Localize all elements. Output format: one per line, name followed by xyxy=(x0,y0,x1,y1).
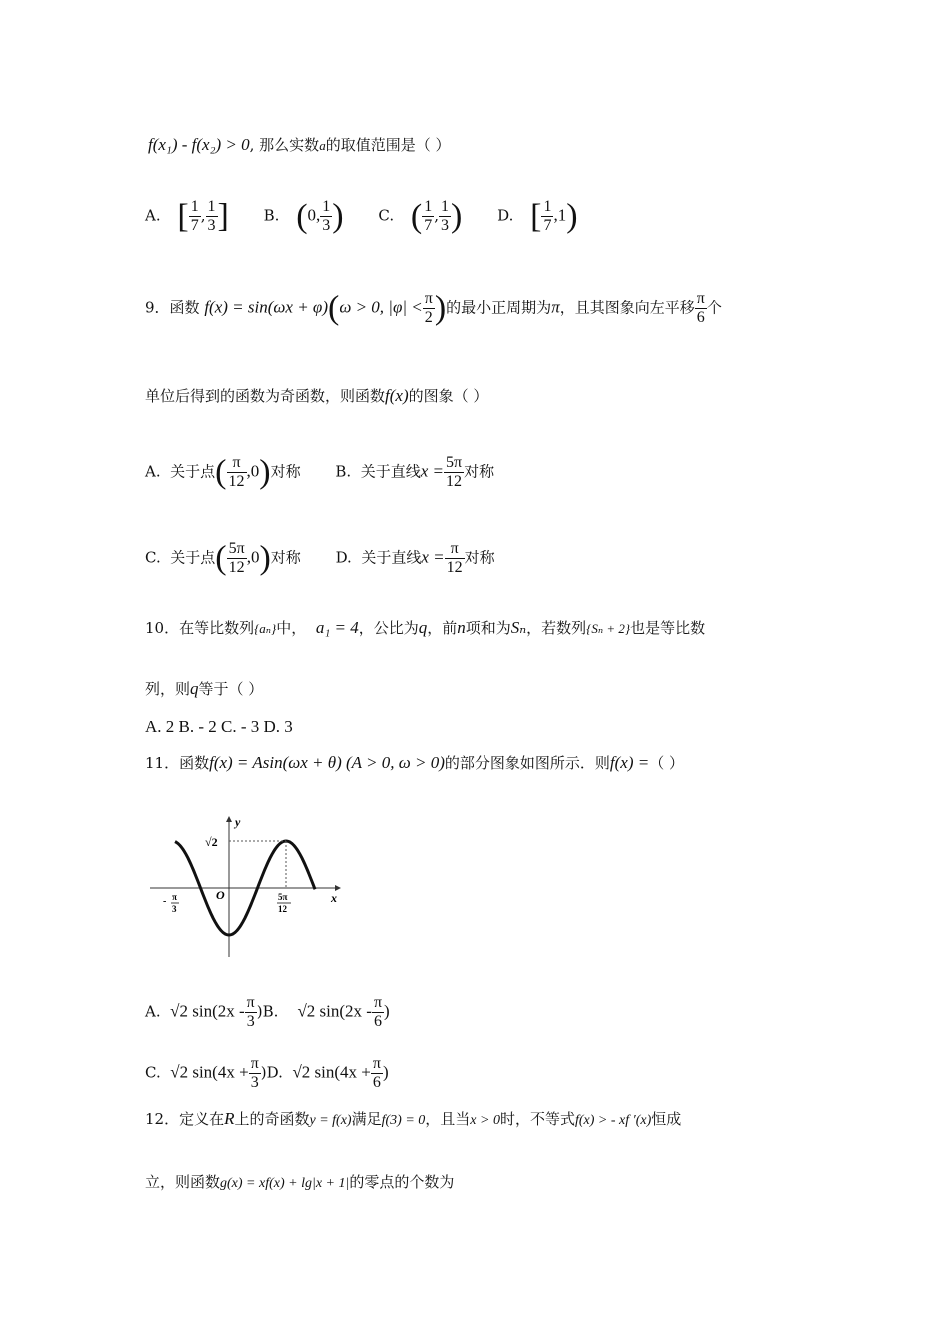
q12-line2: 立，则函数g(x) = xf(x) + lg|x + 1|的零点的个数为 xyxy=(145,1173,455,1191)
q9-option-a[interactable]: A. 关于点( $\frac{\pi}{12}$ ,0)对称 xyxy=(145,453,301,491)
q8-option-a[interactable]: A. [ $\frac{1}{7}$ , $\frac{1}{3}$ ] xyxy=(145,197,229,235)
q9-line2: 单位后得到的函数为奇函数，则函数f(x)的图象（ ） xyxy=(145,386,489,405)
q8-condition: f(x₁) - f(x₂) > 0 xyxy=(148,135,250,154)
q8-var: a xyxy=(319,138,326,153)
x-axis-label: x xyxy=(331,891,337,905)
q9-function: f(x) = sin(ωx + φ) xyxy=(204,297,328,317)
q11-options-ab xyxy=(145,994,390,1031)
q10-line2: 列，则q等于（ ） xyxy=(145,679,264,698)
q11-graph xyxy=(145,812,345,962)
ymax-label: √2 xyxy=(205,835,218,849)
q10-options[interactable]: A. 2 B. - 2 C. - 3 D. 3 xyxy=(145,717,293,736)
q9-option-c[interactable]: C. 关于点( $\frac{5\pi}{12}$ ,0)对称 xyxy=(145,539,301,577)
q8-option-c[interactable]: C. ( $\frac{1}{7}$ , $\frac{1}{3}$ ) xyxy=(378,197,463,235)
q8-line xyxy=(148,136,450,153)
q11-option-b[interactable]: )B. √2 sin(2x - $\frac{\pi}{6}$ ) xyxy=(256,994,390,1030)
q8-option-b[interactable]: B. (0, $\frac{1}{3}$ ) xyxy=(263,197,344,235)
q8-option-d[interactable]: D. [ $\frac{1}{7}$ ,1) xyxy=(497,197,578,235)
q11-option-a[interactable]: A. √2 sin(2x - $\frac{\pi}{3}$ xyxy=(145,994,255,1030)
q10-line1: 10．在等比数列{aₙ}中， a₁ = 4，公比为q，前n项和为Sₙ，若数列{Sₙ + 2}也是等比数 xyxy=(145,618,706,637)
q11-option-c[interactable]: C. √2 sin(4x + $\frac{\pi}{3}$ xyxy=(145,1055,259,1091)
q8-options xyxy=(145,198,578,235)
xneg-num: π xyxy=(172,892,177,902)
q9-number: 9．函数 xyxy=(145,298,200,317)
xpos-den: 12 xyxy=(278,904,287,914)
xneg-sign: - xyxy=(163,896,167,907)
q11-option-d[interactable]: )D. √2 sin(4x + $\frac{\pi}{6}$ ) xyxy=(260,1055,389,1091)
q9-line1: 9．函数 f(x) = sin(ωx + φ)(ω > 0, |φ| < $\frac{\pi}{2}$ )的最小正周期为π，且其图象向左平移 $\frac{\pi}{6}$ 个 xyxy=(145,289,722,327)
q8-text2: 的取值范围是（ ） xyxy=(325,136,451,154)
q11-options-cd xyxy=(145,1055,389,1092)
xneg-den: 3 xyxy=(172,904,177,914)
y-axis-arrow-icon xyxy=(226,816,232,822)
origin-label: O xyxy=(216,888,225,902)
xpos-num: 5π xyxy=(278,892,288,902)
q9-option-d[interactable]: D. 关于直线x = $\frac{\pi}{12}$ 对称 xyxy=(335,540,495,576)
q9-options-cd xyxy=(145,540,495,577)
q12-line1: 12．定义在R上的奇函数y = f(x)满足f(3) = 0，且当x > 0时，不等式f(x) > - xf ′(x)恒成 xyxy=(145,1109,682,1128)
q9-options-ab xyxy=(145,454,494,491)
q8-text: , 那么实数 xyxy=(249,136,320,154)
q9-option-b[interactable]: B. 关于直线x = $\frac{5\pi}{12}$ 对称 xyxy=(335,454,495,490)
q11-line: 11．函数f(x) = Asin(ωx + θ) (A > 0, ω > 0)的部分图象如图所示．则f(x) =（ ） xyxy=(145,753,684,772)
y-axis-label: y xyxy=(235,815,241,829)
